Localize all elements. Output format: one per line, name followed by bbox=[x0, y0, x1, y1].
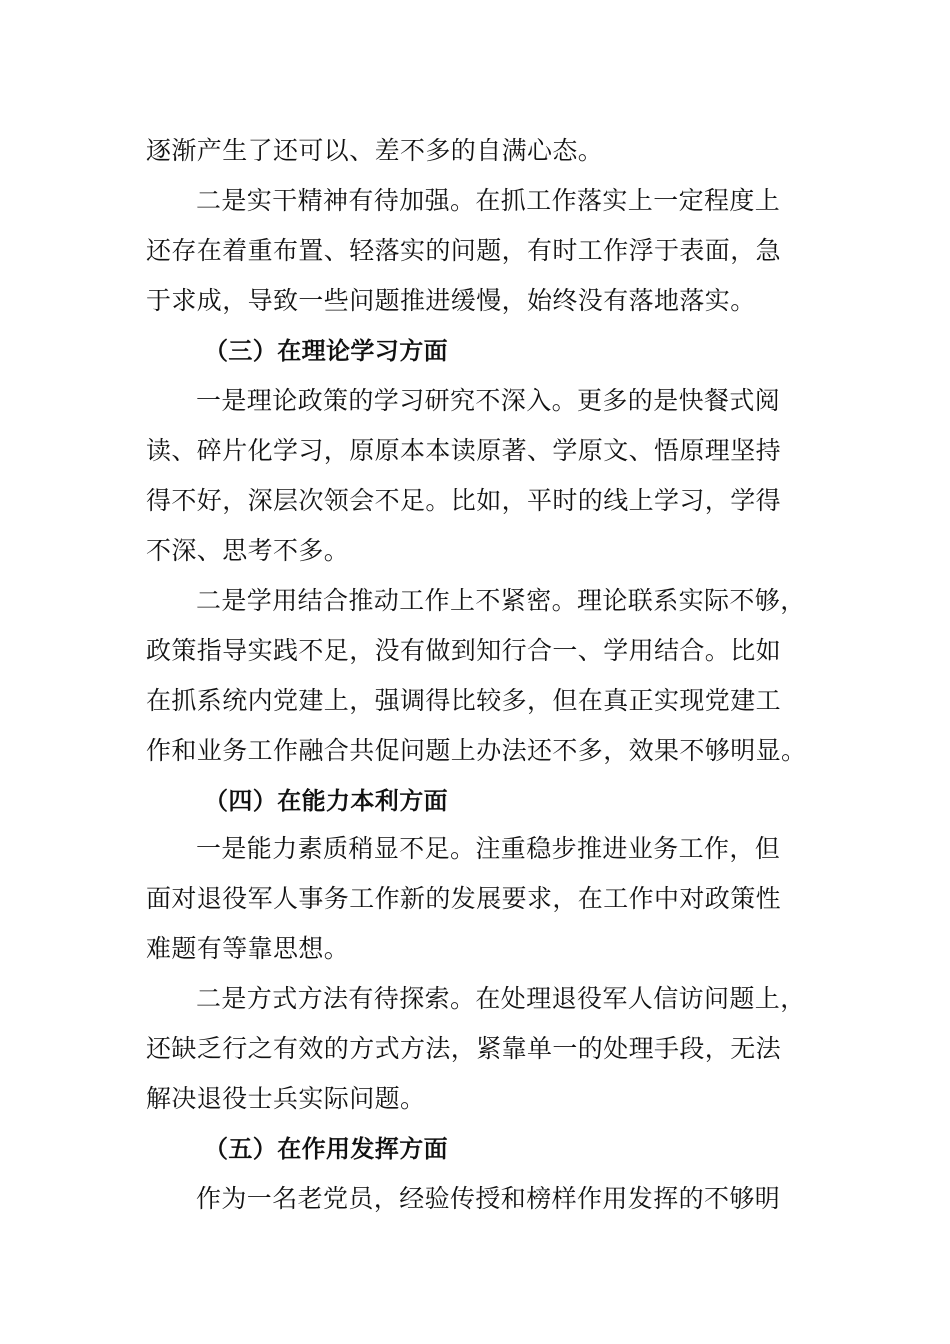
body-line: 在抓系统内党建上，强调得比较多，但在真正实现党建工 bbox=[146, 686, 782, 715]
body-line: 逐渐产生了还可以、差不多的自满心态。 bbox=[146, 136, 604, 165]
paragraph-first-line: 一是理论政策的学习研究不深入。更多的是快餐式阅 bbox=[196, 386, 781, 415]
body-line: 于求成，导致一些问题推进缓慢，始终没有落地落实。 bbox=[146, 286, 756, 315]
paragraph-first-line: 二是学用结合推动工作上不紧密。理论联系实际不够， bbox=[196, 586, 806, 615]
paragraph-first-line: 作为一名老党员，经验传授和榜样作用发挥的不够明 bbox=[196, 1184, 781, 1213]
body-line: 解决退役士兵实际问题。 bbox=[146, 1084, 426, 1113]
section-heading: （三）在理论学习方面 bbox=[204, 337, 448, 365]
paragraph-first-line: 二是实干精神有待加强。在抓工作落实上一定程度上 bbox=[196, 186, 781, 215]
section-heading: （四）在能力本利方面 bbox=[204, 787, 448, 815]
paragraph-first-line: 二是方式方法有待探索。在处理退役军人信访问题上， bbox=[196, 984, 806, 1013]
body-line: 不深、思考不多。 bbox=[146, 536, 350, 565]
body-line: 还存在着重布置、轻落实的问题，有时工作浮于表面，急 bbox=[146, 236, 782, 265]
body-line: 政策指导实践不足，没有做到知行合一、学用结合。比如 bbox=[146, 636, 782, 665]
body-line: 难题有等靠思想。 bbox=[146, 934, 350, 963]
body-line: 作和业务工作融合共促问题上办法还不多，效果不够明显。 bbox=[146, 736, 807, 765]
paragraph-first-line: 一是能力素质稍显不足。注重稳步推进业务工作，但 bbox=[196, 834, 781, 863]
section-heading: （五）在作用发挥方面 bbox=[204, 1135, 448, 1163]
body-line: 读、碎片化学习，原原本本读原著、学原文、悟原理坚持 bbox=[146, 436, 782, 465]
body-line: 面对退役军人事务工作新的发展要求，在工作中对政策性 bbox=[146, 884, 782, 913]
body-line: 得不好，深层次领会不足。比如，平时的线上学习，学得 bbox=[146, 486, 782, 515]
body-line: 还缺乏行之有效的方式方法，紧靠单一的处理手段，无法 bbox=[146, 1034, 782, 1063]
